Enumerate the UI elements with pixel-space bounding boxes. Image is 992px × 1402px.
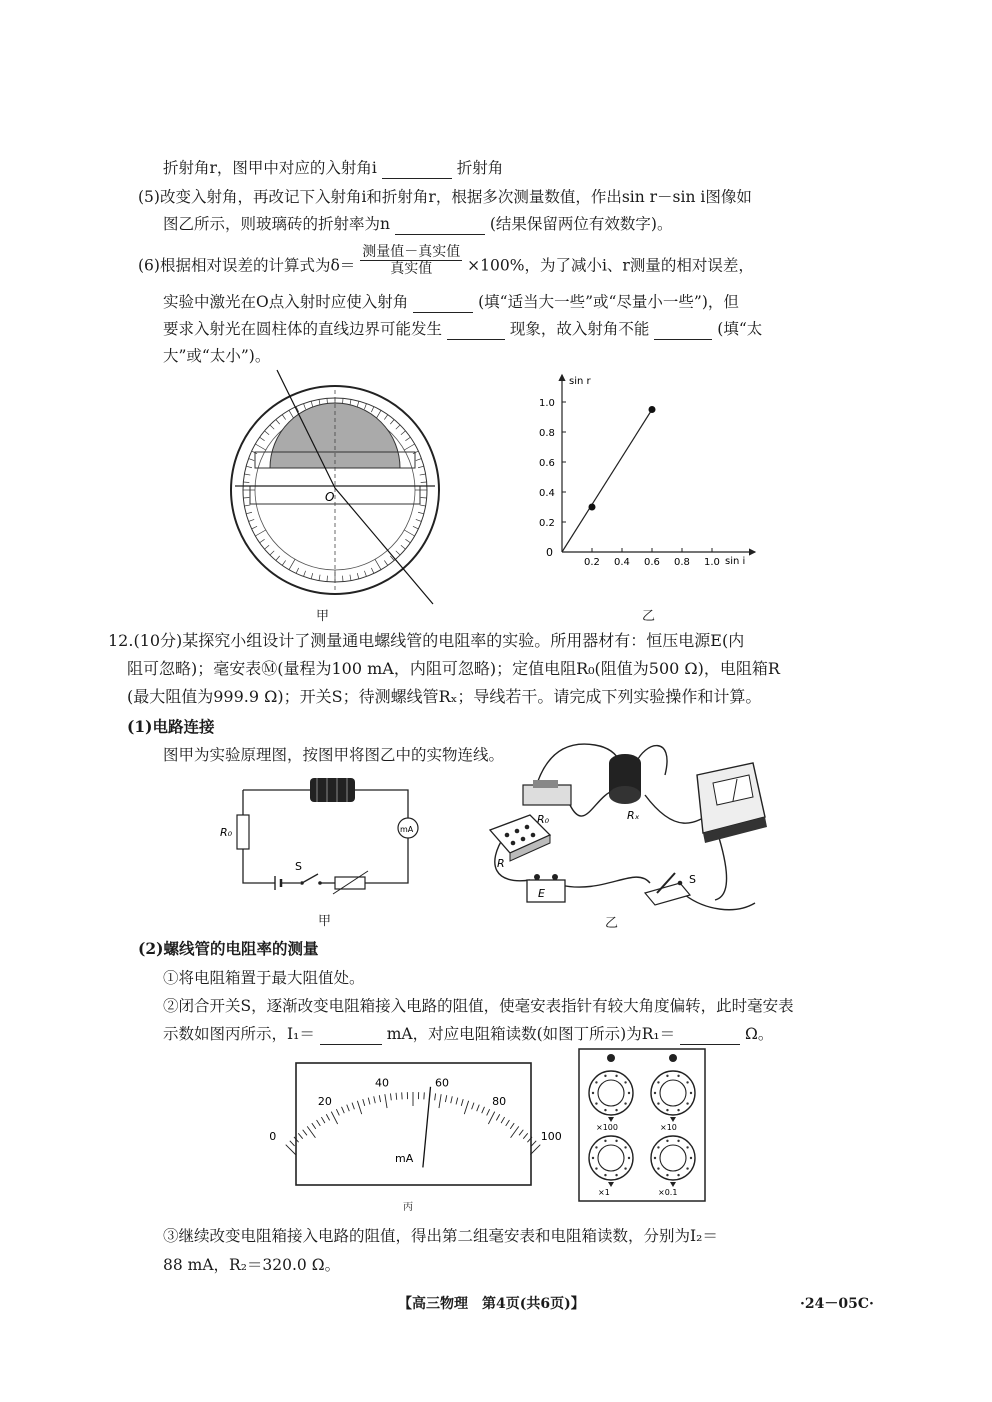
dial-multiplier-100: ×100 (596, 1123, 618, 1132)
phys-r0-label: R₀ (537, 813, 550, 826)
apparatus-figure (475, 735, 785, 915)
text: (结果保留两位有效数字)。 (489, 215, 673, 233)
q12-step-1: ①将电阻箱置于最大阻值处。 (163, 969, 365, 987)
dial-mark (604, 1174, 606, 1176)
caption-apparatus-yi: 乙 (605, 916, 619, 931)
caption-jia: 甲 (316, 609, 330, 624)
solenoid-icon (310, 778, 355, 802)
fit-line (562, 410, 652, 553)
dial-mark (624, 1146, 626, 1148)
dial-knob[interactable] (660, 1145, 686, 1171)
text: (填“太 (717, 320, 763, 338)
switch-label: S (295, 860, 302, 873)
dial-multiplier-1: ×1 (598, 1188, 610, 1197)
y-tick-label: 0.6 (539, 458, 555, 469)
graph-ticks (539, 398, 720, 568)
text: 示数如图丙所示，I₁＝ (163, 1025, 315, 1043)
dial-mark (677, 1075, 679, 1077)
i1-answer-blank[interactable] (320, 1028, 382, 1045)
r0-label: R₀ (220, 826, 233, 839)
text: 折射角r，图甲中对应的入射角i (163, 159, 377, 177)
dial-mark (592, 1157, 594, 1159)
dial-mark (604, 1075, 606, 1077)
text: (6)根据相对误差的计算式为δ＝ (138, 256, 356, 275)
answer-blank[interactable] (382, 162, 452, 179)
phys-s-label: S (689, 873, 696, 886)
dial-mark (624, 1081, 626, 1083)
answer-blank[interactable] (654, 323, 712, 340)
battery-component (527, 874, 565, 902)
dial-mark (657, 1102, 659, 1104)
dial-knob[interactable] (598, 1080, 624, 1106)
resistance-box-dials-figure (578, 1048, 708, 1204)
y-axis-label: sin r (569, 376, 591, 387)
dial-mark (657, 1081, 659, 1083)
meter-unit-label: mA (395, 1152, 414, 1165)
q12-step-2b (163, 1023, 773, 1045)
text: 大”或“太小”)。 (163, 347, 271, 365)
dial-mark (624, 1102, 626, 1104)
answer-blank[interactable] (395, 218, 485, 235)
sin-graph (535, 370, 765, 575)
dial-mark (615, 1109, 617, 1111)
terminal-icon (607, 1054, 615, 1062)
text: Ω。 (744, 1025, 774, 1043)
phys-rx-label: Rₓ (627, 809, 640, 822)
dial-multiplier-10: ×10 (660, 1123, 677, 1132)
y-tick-label: 1.0 (539, 398, 555, 409)
text: (5)改变入射角，再改记下入射角i和折射角r，根据多次测量数值，作出sin r－sin i图像如 (138, 188, 752, 206)
dial-mark (595, 1146, 597, 1148)
meter-tick (286, 1145, 296, 1155)
meter-tick-label: 40 (374, 1076, 389, 1090)
caption-bing: 丙 (403, 1202, 413, 1213)
q12-line-4: 图甲为实验原理图，按图甲将图乙中的实物连线。 (163, 746, 505, 764)
q12-line-1: 12.(10分)某探究小组设计了测量通电螺线管的电阻率的实验。所用器材有：恒压电源E(内 (108, 631, 745, 650)
dial-mark (624, 1167, 626, 1169)
meter-tick-label: 0 (269, 1130, 277, 1144)
x-tick-label: 0.2 (584, 557, 600, 568)
text: 图乙所示，则玻璃砖的折射率为n (163, 215, 390, 233)
x-tick-label: 0.4 (614, 557, 630, 568)
phys-e-label: E (538, 887, 545, 900)
x-tick-label: 1.0 (704, 557, 720, 568)
dial-mark (595, 1167, 597, 1169)
y-tick-label: 0.4 (539, 488, 555, 499)
terminal-icon (669, 1054, 677, 1062)
q12-line-3: (最大阻值为999.9 Ω)；开关S；待测螺线管Rₓ；导线若干。请完成下列实验操作和计算。 (127, 687, 762, 706)
text-line-3 (163, 213, 672, 235)
dial-mark (592, 1092, 594, 1094)
dial-mark (654, 1092, 656, 1094)
circuit-diagram (215, 770, 435, 895)
milliammeter-component (697, 763, 767, 843)
text-line-5 (163, 291, 739, 313)
meter-frame (296, 1063, 531, 1185)
q12-step-3a: ③继续改变电阻箱接入电路的阻值，得出第二组毫安表和电阻箱读数，分别为I₂＝ (163, 1227, 718, 1245)
meter-tick-label: 80 (492, 1094, 507, 1108)
dial-multiplier-0-1: ×0.1 (658, 1188, 678, 1197)
q12-step-2a: ②闭合开关S，逐渐改变电阻箱接入电路的阻值，使毫安表指针有较大角度偏转，此时毫安表 (163, 997, 794, 1015)
text: ×100%，为了减小i、r测量的相对误差， (467, 256, 754, 275)
y-tick-label: 0.8 (539, 428, 555, 439)
text: 折射角 (456, 159, 504, 177)
dial-mark (615, 1075, 617, 1077)
x-tick-label: 0.6 (644, 557, 660, 568)
milliammeter-scale-figure (269, 1062, 562, 1190)
dial-mark (677, 1174, 679, 1176)
dial-mark (604, 1140, 606, 1142)
q12-heading-2: (2)螺线管的电阻率的测量 (138, 939, 319, 958)
dial-mark (657, 1167, 659, 1169)
dial-mark (666, 1174, 668, 1176)
meter-tick-label: 100 (540, 1130, 562, 1144)
q12-line-2: 阻可忽略)；毫安表Ⓜ(量程为100 mA，内阻可忽略)；定值电阻R₀(阻值为500 Ω)，电阻箱R (127, 659, 780, 678)
text: 要求入射光在圆柱体的直线边界可能发生 (163, 320, 443, 338)
solenoid-component (609, 754, 641, 804)
origin-label: 0 (546, 546, 553, 559)
dial-mark (686, 1102, 688, 1104)
r1-answer-blank[interactable] (680, 1028, 740, 1045)
dial-mark (654, 1157, 656, 1159)
text-line-4 (138, 244, 754, 283)
dial-mark (686, 1146, 688, 1148)
data-point (589, 504, 596, 511)
text: (填“适当大一些”或“尽量小一些”)，但 (478, 293, 739, 311)
q12-heading-1: (1)电路连接 (127, 717, 215, 736)
meter-tick-label: 60 (435, 1076, 450, 1090)
caption-circuit-jia: 甲 (318, 914, 332, 929)
fraction-denominator: 真实值 (390, 261, 433, 277)
dial-mark (690, 1157, 692, 1159)
text-line-6 (163, 318, 762, 340)
dial-mark (595, 1102, 597, 1104)
footer-code: ·24－05C· (800, 1296, 874, 1312)
switch-component (645, 873, 690, 905)
dial-mark (666, 1140, 668, 1142)
q12-step-3b: 88 mA，R₂＝320.0 Ω。 (163, 1256, 341, 1274)
x-axis-label: sin i (725, 556, 746, 567)
refraction-disc-figure (215, 368, 465, 613)
dial-mark (604, 1109, 606, 1111)
data-point (649, 406, 656, 413)
dial-mark (677, 1109, 679, 1111)
dial-mark (628, 1092, 630, 1094)
x-tick-label: 0.8 (674, 557, 690, 568)
dial-knob[interactable] (660, 1080, 686, 1106)
dial-knob[interactable] (598, 1145, 624, 1171)
switch-icon (302, 874, 318, 883)
footer-page-info: 【高三物理 第4页(共6页)】 (398, 1296, 585, 1312)
meter-tick (531, 1141, 536, 1146)
dial-mark (686, 1081, 688, 1083)
text: mA，对应电阻箱读数(如图丁所示)为R₁＝ (386, 1025, 676, 1043)
dial-mark (615, 1140, 617, 1142)
dial-mark (677, 1140, 679, 1142)
milliammeter-label: mA (400, 825, 414, 834)
answer-blank[interactable] (447, 323, 505, 340)
caption-yi: 乙 (642, 609, 656, 624)
point-o-label: O (325, 490, 335, 504)
meter-tick (530, 1145, 540, 1155)
dial-mark (686, 1167, 688, 1169)
text: 现象，故入射角不能 (509, 320, 650, 338)
dial-mark (690, 1092, 692, 1094)
meter-tick-label: 20 (317, 1094, 332, 1108)
dial-mark (666, 1109, 668, 1111)
text-line-7 (163, 345, 270, 367)
answer-blank[interactable] (413, 296, 473, 313)
dial-mark (595, 1081, 597, 1083)
meter-tick (290, 1141, 295, 1146)
y-tick-label: 0.2 (539, 518, 555, 529)
dial-mark (657, 1146, 659, 1148)
r0-resistor (237, 815, 249, 849)
phys-r-label: R (497, 857, 505, 870)
text-line-1 (163, 157, 503, 179)
error-fraction (360, 244, 462, 277)
dial-mark (666, 1075, 668, 1077)
text: 实验中激光在O点入射时应使入射角 (163, 293, 409, 311)
fraction-numerator: 测量值－真实值 (362, 244, 461, 260)
text-line-2 (138, 186, 752, 208)
dial-mark (628, 1157, 630, 1159)
dial-mark (615, 1174, 617, 1176)
